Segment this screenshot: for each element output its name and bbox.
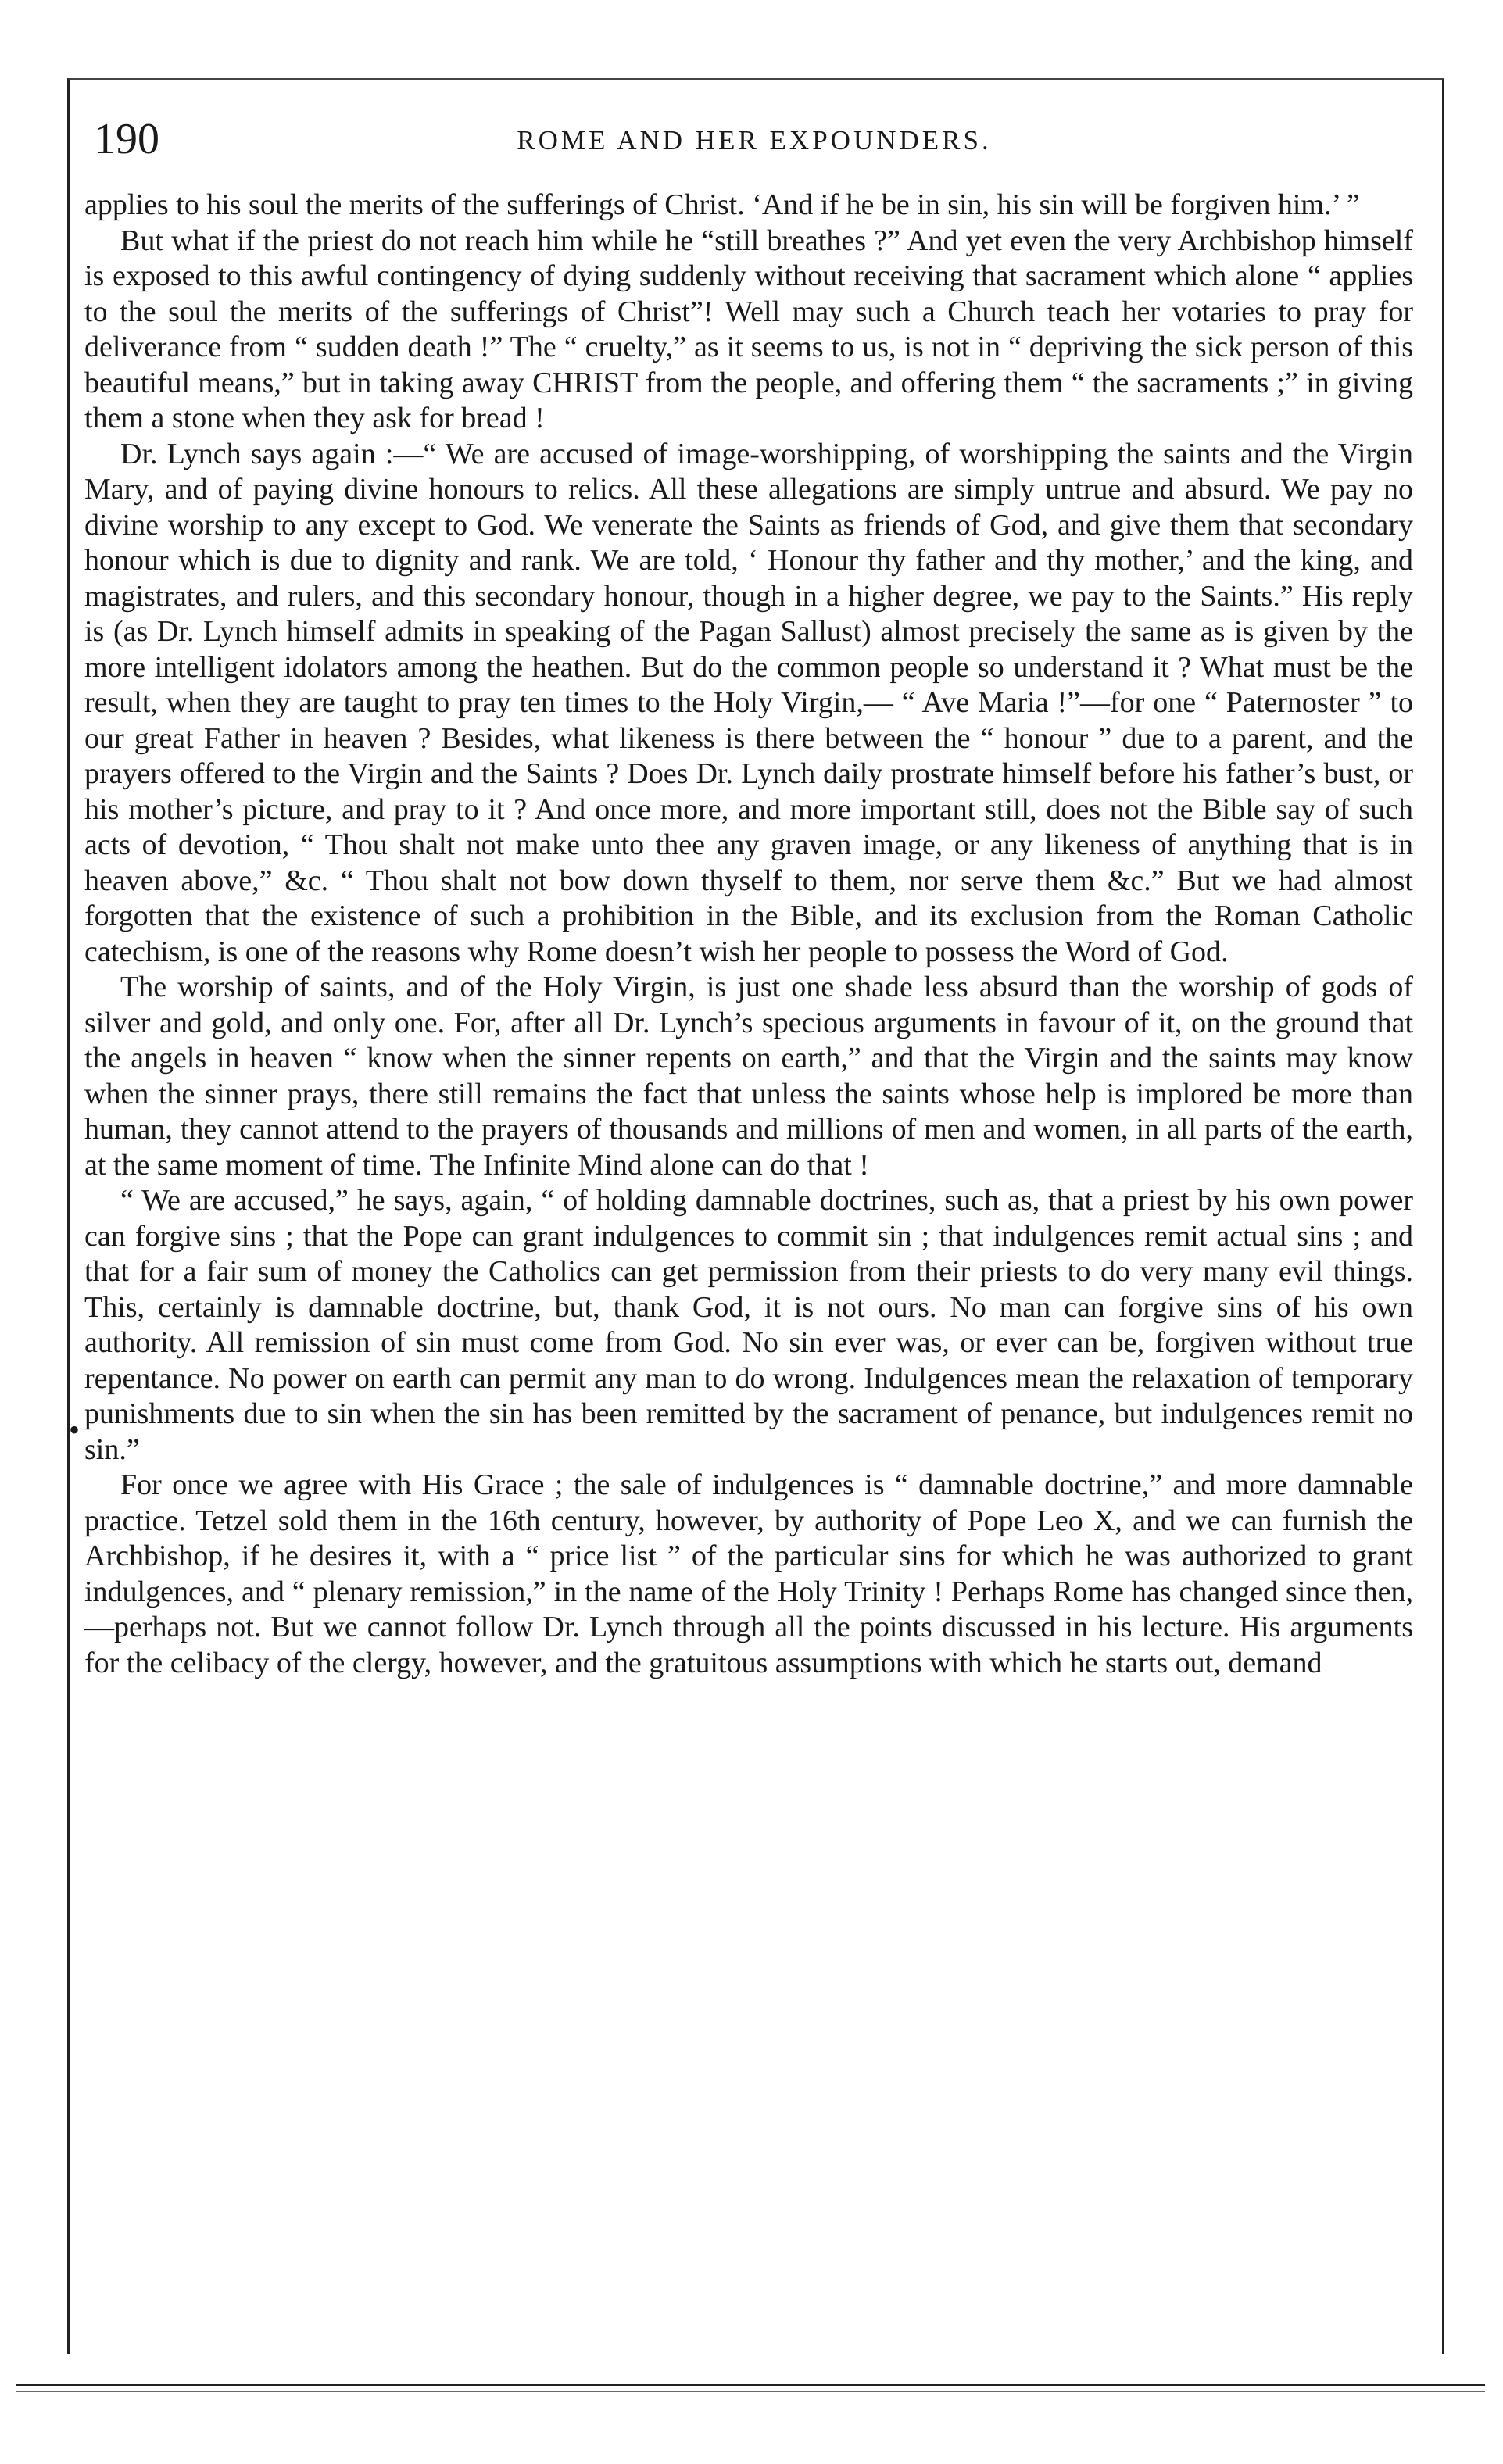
- paragraph: But what if the priest do not reach him while he “still breathes ?” And yet even the very Archbishop himself is exposed to this awful contingency of dying suddenly without receiving that sacrament which alone “ applies to the soul the merits of the sufferings of Christ”! Well may such a Church teach her votaries to pray for deliverance from “ sudden death !” The “ cruelty,” as it seems to us, is not in “ depriving the sick person of this beautiful means,” but in taking away CHRIST from the people, and offering them “ the sacraments ;” in giving them a stone when they ask for bread !: [84, 224, 1413, 435]
- page-number: 190: [94, 115, 159, 163]
- bottom-rule: [16, 2384, 1485, 2386]
- margin-mark-icon: •: [69, 1412, 81, 1447]
- running-title: ROME AND HER EXPOUNDERS.: [517, 125, 992, 156]
- bottom-rule-secondary: [16, 2391, 1485, 2392]
- paragraph: applies to his soul the merits of the sufferings of Christ. ‘And if he be in sin, his sin will be forgiven him.’ ”: [84, 188, 1360, 221]
- page-header: [94, 116, 1415, 170]
- paragraph: For once we agree with His Grace ; the sale of indulgences is “ damnable doctrine,” and more damnable practice. Tetzel sold them in the 16th century, however, by authority of Pope Leo X, and we can furnish the Archbishop, if he desires it, with a “ price list ” of the particular sins for which he was authorized to grant indulgences, and “ plenary remission,” in the name of the Holy Trinity ! Perhaps Rome has changed since then,—perhaps not. But we cannot follow Dr. Lynch through all the points discussed in his lecture. His arguments for the celibacy of the clergy, however, and the gratuitous assumptions with which he starts out, demand: [84, 1468, 1413, 1679]
- body-text: [84, 188, 1413, 1681]
- paragraph: “ We are accused,” he says, again, “ of holding damnable doctrines, such as, that a priest by his own power can forgive sins ; that the Pope can grant indulgences to commit sin ; that indulgences remit actual sins ; and that for a fair sum of money the Catholics can get permission from their priests to do very many evil things. This, certainly is damnable doctrine, but, thank God, it is not ours. No man can forgive sins of his own authority. All remission of sin must come from God. No sin ever was, or ever can be, forgiven without true repentance. No power on earth can permit any man to do wrong. Indulgences mean the relaxation of temporary punishments due to sin when the sin has been remitted by the sacrament of penance, but indulgences remit no sin.”: [84, 1184, 1413, 1466]
- paragraph: Dr. Lynch says again :—“ We are accused of image-worshipping, of worshipping the saints and the Virgin Mary, and of paying divine honours to relics. All these allegations are simply untrue and absurd. We pay no divine worship to any except to God. We venerate the Saints as friends of God, and give them that secondary honour which is due to dignity and rank. We are told, ‘ Honour thy father and thy mother,’ and the king, and magistrates, and rulers, and this secondary honour, though in a higher degree, we pay to the Saints.” His reply is (as Dr. Lynch himself admits in speaking of the Pagan Sallust) almost precisely the same as is given by the more intelligent idolators among the heathen. But do the common people so understand it ? What must be the result, when they are taught to pray ten times to the Holy Virgin,— “ Ave Maria !”—for one “ Paternoster ” to our great Father in heaven ? Besides, what likeness is there between the “ honour ” due to a parent, and the prayers offered to the Virgin and the Saints ? Does Dr. Lynch daily prostrate himself before his father’s bust, or his mother’s picture, and pray to it ? And once more, and more important still, does not the Bible say of such acts of devotion, “ Thou shalt not make unto thee any graven image, or any likeness of anything that is in heaven above,” &c. “ Thou shalt not bow down thyself to them, nor serve them &c.” But we had almost forgotten that the existence of such a prohibition in the Bible, and its exclusion from the Roman Catholic catechism, is one of the reasons why Rome doesn’t wish her people to possess the Word of God.: [84, 437, 1413, 968]
- paragraph: The worship of saints, and of the Holy Virgin, is just one shade less absurd than the worship of gods of silver and gold, and only one. For, after all Dr. Lynch’s specious arguments in favour of it, on the ground that the angels in heaven “ know when the sinner repents on earth,” and that the Virgin and the saints may know when the sinner prays, there still remains the fact that unless the saints whose help is implored be more than human, they cannot attend to the prayers of thousands and millions of men and women, in all parts of the earth, at the same moment of time. The Infinite Mind alone can do that !: [84, 971, 1413, 1182]
